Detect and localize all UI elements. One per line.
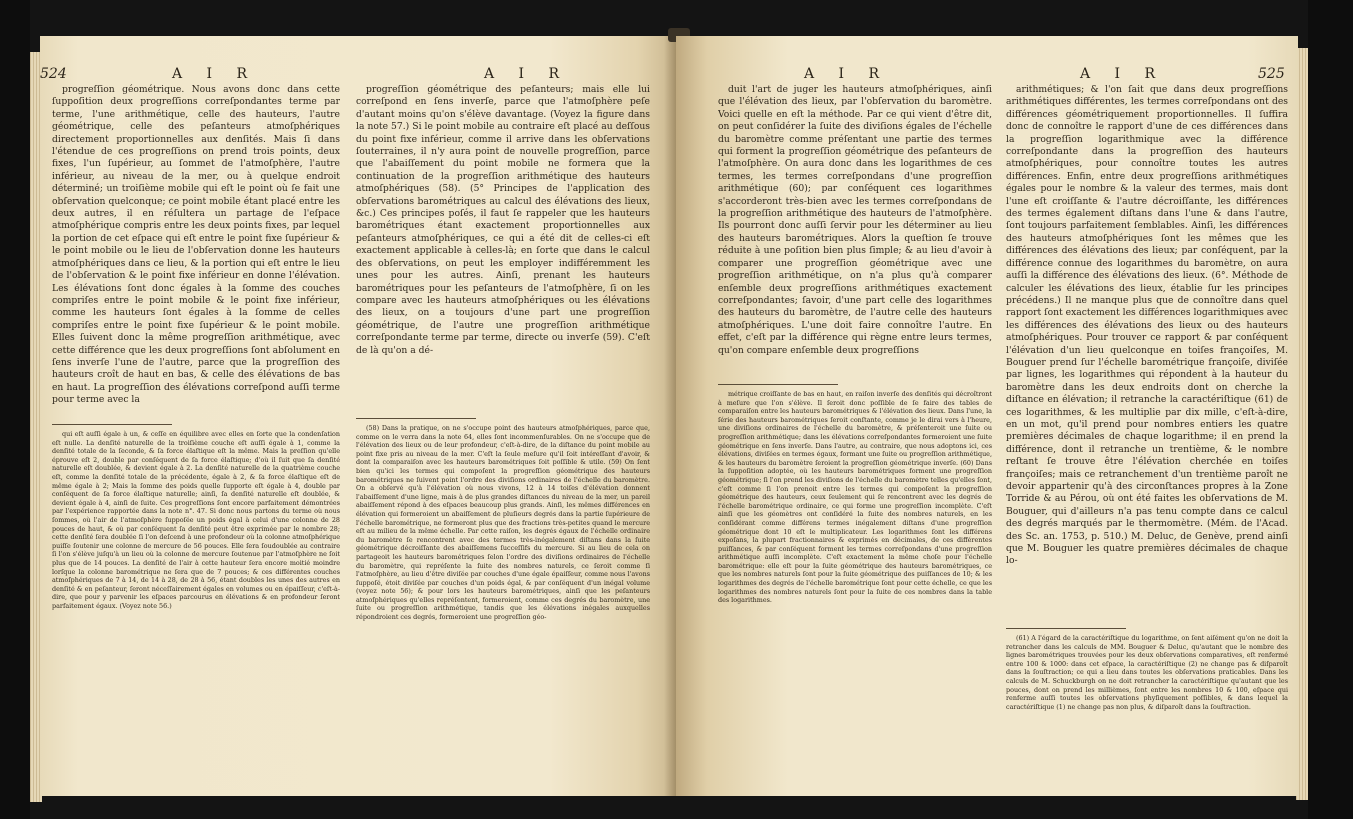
left-col1-text: progreſſion géométrique. Nous avons donc dans cette ſuppoſition deux progreſſions correſpondantes terme par terme, l'une arithmétique, celle des hauteurs, l'autre géométrique, celle des peſanteurs atmoſphériques directement proportionnelles aux denſités. Mais ſi dans l'étendue de ces progreſſions on prend trois points, deux fixes, l'un ſupérieur, au ſommet de l'atmoſphère, l'autre inférieur, au niveau de la mer, ou à quelque endroit déterminé; un troiſième mobile qui eſt le point où ſe fait une obſervation quelconque; ce point mobile étant placé entre les deux autres, il en réſultera un partage de l'eſpace atmoſphérique compris entre les deux points fixes, par lequel la portion de cet eſpace qui eſt entre le point fixe ſupérieur & le point mobile ou le lieu de l'obſervation donne les hauteurs atmoſphériques dans ce lieu, & la portion qui eſt entre le lieu de l'obſervation & le point fixe inférieur en donne l'élévation. Les élévations ſont donc égales à la ſomme des couches compriſes entre le point mobile & le point fixe inférieur, comme les hauteurs ſont égales à la ſomme de celles compriſes entre le point fixe ſupérieur & le point mobile. Elles ſuivent donc la même progreſſion arithmétique, avec cette différence que les deux progreſſions ſont abſolument en ſens inverſe l'une de l'autre, parce que la progreſſion des hauteurs croît de haut en bas, & celle des élévations de bas en haut. La progreſſion des élévations correſpond auſſi terme pour terme avec la: [52, 84, 340, 406]
right-col2-main: [1006, 84, 1288, 626]
left-running-head-1: A I R: [172, 66, 258, 82]
left-col1-note-text: qui eſt auſſi égale à un, & ceſſe en équilibre avec elles en ſorte que la condenſation eſt nulle. La denſité naturelle de la troiſième couche eſt auſſi égale à 1, comme la denſité totale de la ſeconde, & ſa force élaſtique eſt la même. Mais la preſſion qu'elle éprouve eſt 2, double par conſéquent de ſa force élaſtique; d'où il ſuit que ſa denſité naturelle eſt doublée, & devient égale à 2. La denſité naturelle de la quatrième couche eſt, comme la denſité totale de la précédente, égale à 2, & ſa force élaſtique eſt de même égale à 2; Mais la ſomme des poids quelle ſupporte eſt égale à 4, double par conſéquent de ſa force élaſtique naturelle; ainſi, ſa denſité naturelle eſt doublée, & devient égale à 4, ainſi de ſuite. Ces progreſſions ſont encore parfaitement démontrées par l'expérience rapportée dans la note n°. 47. Si donc nous partons du terme où nous ſommes, où l'air de l'atmoſphère ſuppoſée un poids égal à celui d'une colonne de 28 pouces de haut, & où par conſéquent ſa denſité peut être exprimée par le nombre 28; cette denſité ſera doublée ſi l'on deſcend à une profondeur où la colonne atmoſphérique puiſſe ſoutenir une colonne de mercure de 56 pouces. Elle ſera ſoudoublée au contraire ſi l'on s'élève juſqu'à un lieu où la colonne de mercure ſoutenue par l'atmoſphère ne ſoit plus que de 14 pouces. La denſité de l'air à cette hauteur ſera encore moitié moindre lorſque la colonne barométrique ne ſera que de 7 pouces; & ces différentes couches atmoſphériques de 7 à 14, de 14 à 28, de 28 à 56, étant doubles les unes des autres en denſité & en peſanteur, ſeront néceſſairement égales en volumes ou en épaiſſeur, c'eſt-à-dire, que pour y parvenir les eſpaces parcourus en élévations & en profondeur ſeront parfaitement égaux. (Voyez note 56.): [52, 430, 340, 610]
right-col2-footnote: [1006, 634, 1288, 784]
left-col2-note-text: (58) Dans la pratique, on ne s'occupe point des hauteurs atmoſphériques, parce que, comme on le verra dans la note 64, elles ſont incommenſurables. On ne s'occupe que de l'élévation des lieux ou de leur profondeur, c'eſt-à-dire, de la diſtance du point mobile au point fixe pris au niveau de la mer. C'eſt la ſeule meſure qu'il ſoit intéreſſant d'avoir, & dont la comparaiſon avec les hauteurs barométriques ſoit poſſible & utile. (59) On ſent bien qu'ici les termes qui compoſent la progreſſion géométrique des hauteurs barométriques ne ſuivent point l'ordre des diviſions ordinaires de l'échelle du baromètre. On a obſervé qu'à l'élévation où nous vivons, 12 à 14 toiſes d'élévation donnent l'abaiſſement d'une ligne, mais à de plus grandes diſtances du niveau de la mer, un pareil abaiſſement répond à des eſpaces beaucoup plus grands. Ainſi, les mêmes différences en élévation qui formeroient un abaiſſement de pluſieurs degrés dans la partie ſupérieure de l'échelle barométrique, ne formeront plus que des fractions très-petites quand le mercure eſt au milieu de la même échelle. Par cette raiſon, les degrés égaux de l'échelle ordinaire du baromètre ſe rencontrent avec des termes très-inégalement diſtans dans la ſuite géométrique décroiſſante des abaiſſemens ſucceſſifs du mercure. Si au lieu de cela on partageoit les hauteurs barométriques ſelon l'ordre des diviſions ordinaires de l'échelle du baromètre, qui repréſente la ſuite des nombres naturels, ce ſeroit comme ſi l'atmoſphère, au lieu d'être diviſée par couches d'une égale épaiſſeur, comme nous l'avons ſuppoſé, étoit diviſée par couches d'un poids égal, & par conſéquent d'un inégal volume (voyez note 56); & pour lors les hauteurs barométriques, ainſi que les peſanteurs atmoſphériques qu'elles repréſentent, formeroient, comme ces degrés du baromètre, une ſuite ou progreſſion arithmétique, tandis que les élévations inégales auxquelles répondroient ces degrés, formeroient une progreſſion géo-: [356, 424, 650, 622]
right-col1-main: [718, 84, 992, 380]
right-col2-footnote-rule: [1006, 628, 1126, 629]
scan-border-left: [0, 0, 30, 819]
right-col2-text: arithmétiques; & l'on ſait que dans deux progreſſions arithmétiques différentes, les termes correſpondans ont des différences géométriquement proportionnelles. Il ſuffira donc de connoître le rapport d'une de ces différences dans la progreſſion logarithmique avec la différence correſpondante dans la progreſſion des hauteurs atmoſphériques, pour connoître toutes les autres différences. Enfin, entre deux progreſſions arithmétiques égales pour le nombre & la valeur des termes, mais dont l'une eſt croiſſante & l'autre décroiſſante, les différences des termes également diſtans dans l'une & dans l'autre, ſont toujours parfaitement ſemblables. Ainſi, les différences des hauteurs atmoſphériques ſont les mêmes que les différences des élévations des lieux; par conſéquent, par la différence connue des logarithmes du baromètre, on aura auſſi la différence des élévations des lieux. (6°. Méthode de calculer les élévations des lieux, établie ſur les principes précédens.) Il ne manque plus que de connoître dans quel rapport ſont exactement les différences logarithmiques avec les différences des élévations des lieux ou des hauteurs atmoſphériques. Pour trouver ce rapport & par conſéquent l'élévation d'un lieu quelconque en toiſes françoiſes, M. Bouguer prend ſur l'échelle barométrique françoiſe, diviſée par lignes, les logarithmes qui répondent à la hauteur du baromètre dans les deux endroits dont on cherche la diſtance en élévation; il retranche la caractériſtique (61) de ces logarithmes, & les multiplie par dix mille, c'eſt-à-dire, en un mot, qu'il prend pour nombres entiers les quatre premières décimales de chaque logarithme; il en prend la différence, dont il retranche un trentième, & le nombre reſtant ſe trouve être l'élévation cherchée en toiſes françoiſes; mais ce retranchement d'un trentième paroît ne devoir appartenir qu'à des circonſtances propres à la Zone Torride & au Pérou, où ont été faites les obſervations de M. Bouguer, qui d'ailleurs n'a pas tenu compte dans ce calcul des degrés marqués par le thermomètre. (Mém. de l'Acad. des Sc. an. 1753, p. 510.) M. Deluc, de Genève, prend ainſi que M. Bouguer les quatre premières décimales de chaque lo-: [1006, 84, 1288, 567]
left-col1-footnote-rule: [52, 424, 172, 425]
left-col2-text: progreſſion géométrique des peſanteurs; mais elle lui correſpond en ſens inverſe, parce que l'atmoſphère peſe d'autant moins qu'on s'élève davantage. (Voyez la figure dans la note 57.) Si le point mobile au contraire eſt placé au deſſous du point fixe inférieur, comme il arrive dans les obſervations ſouterraines, il n'y aura point de nouvelle progreſſion, parce que l'abaiſſement du point mobile ne formera que la continuation de la progreſſion arithmétique des hauteurs atmoſphériques (58). (5° Principes de l'application des obſervations barométriques au calcul des élévations des lieux, &c.) Ces principes poſés, il faut ſe rappeler que les hauteurs barométriques étant exactement proportionnelles aux peſanteurs atmoſphériques, ce qui a été dit de celles-ci eſt exactement applicable à celles-là; en ſorte que dans le calcul des obſervations, on peut les employer indifféremment les unes pour les autres. Ainſi, prenant les hauteurs barométriques pour les peſanteurs de l'atmoſphère, ſi on les compare avec les hauteurs atmoſphériques ou les élévations des lieux, on a toujours d'une part une progreſſion géométrique, de l'autre une progreſſion arithmétique correſpondante terme par terme, directe ou inverſe (59). C'eſt de là qu'on a dé-: [356, 84, 650, 356]
left-col1-footnote: [52, 430, 340, 785]
right-col1-footnote-rule: [718, 384, 838, 385]
right-page-number: 525: [1258, 66, 1285, 82]
left-col2-main: [356, 84, 650, 414]
left-page-number: 524: [40, 66, 67, 82]
left-running-head-2: A I R: [484, 66, 570, 82]
right-col2-note-text: (61) A l'égard de la caractériſtique du logarithme, on ſent aiſément qu'on ne doit la retrancher dans les calculs de MM. Bouguer & Deluc, qu'autant que le nombre des lignes barométriques trouvées pour les deux obſervations comparatives, eſt renfermé entre 100 & 1000: dans cet eſpace, la caractériſtique (2) ne change pas & diſparoît dans la ſouſtraction; ce qui a lieu dans toutes les obſervations praticables. Dans les calculs de M. Schuckburgh on ne doit retrancher la caractériſtique qu'autant que les pouces, dont on prend les millièmes, ſont entre les nombres 10 & 100, eſpace qui renferme auſſi toutes les obſervations phyſiquement poſſibles, & dans lequel la caractériſtique (1) ne change pas non plus, & diſparoît dans la ſouſtraction.: [1006, 634, 1288, 711]
left-col2-footnote: [356, 424, 650, 784]
scan-border-right: [1308, 0, 1353, 819]
right-col1-text: duit l'art de juger les hauteurs atmoſphériques, ainſi que l'élévation des lieux, par l'obſervation du baromètre. Voici quelle en eſt la méthode. Par ce qui vient d'être dit, on peut conſidérer la ſuite des diviſions égales de l'échelle du baromètre comme préſentant une partie des termes qui forment la progreſſion géométrique des peſanteurs de l'atmoſphère. On aura donc dans les logarithmes de ces termes, les termes correſpondans d'une progreſſion arithmétique (60); par conſéquent ces logarithmes s'accorderont très-bien avec les termes correſpondans de la progreſſion arithmétique des hauteurs de l'atmoſphère. Ils pourront donc auſſi ſervir pour les déterminer au lieu des hauteurs barométriques. Alors la queſtion ſe trouve réduite à une poſition bien plus ſimple; & au lieu d'avoir à comparer une progreſſion géométrique avec une progreſſion arithmétique, on n'a plus qu'à comparer enſemble deux progreſſions arithmétiques exactement correſpondantes; ſavoir, d'une part celle des logarithmes des hauteurs du baromètre, de l'autre celle des hauteurs atmoſphériques. L'une doit faire connoître l'autre. En effet, c'eſt par la différence qui règne entre leurs termes, qu'on compare enſemble deux progreſſions: [718, 84, 992, 356]
right-col1-note-text: métrique croiſſante de bas en haut, en raiſon inverſe des denſités qui décroîtront à meſure que l'on s'élève. Il ſeroit donc poſſible de ſe faire des tables de comparaiſon entre les hauteurs barométriques & l'élévation des lieux. Dans l'une, la ſérie des hauteurs barométriques ſeroit conſtante, comme je le dirai vers à l'heure, une diviſions ordinaires de l'échelle du baromètre, & préſenteroit une ſuite ou progreſſion arithmétique; dans les élévations correſpondantes formeroient une ſuite géométrique en ſens inverſe. Dans l'autre, au contraire, que nous adoptons ici, ces élévations, diviſées en termes égaux, formant une ſuite ou progreſſion arithmétique, & les hauteurs du baromètre ſeroient la progreſſion géométrique inverſe. (60) Dans la ſuppoſition adoptée, où les hauteurs barométriques forment une progreſſion géométrique; ſi l'on prend les diviſions de l'échelle du baromètre telles qu'elles ſont, c'eſt comme ſi l'on prenoit entre les termes qui compoſent la progreſſion géométrique des hauteurs, ceux ſeulement qui ſe rencontrent avec les degrés de l'échelle barométrique ordinaire, ce qui forme une progreſſion incomplète. C'eſt ainſi que les géomètres ont conſidéré la ſuite des nombres naturels, en les conſidérant comme différens termes inégalement diſtans d'une progreſſion géométrique dont 10 eſt le multiplicateur. Les logarithmes ſont les différens expoſans, la plupart fractionnaires & exprimés en décimales, de ces différentes puiſſances, & par conſéquent forment les termes correſpondans d'une progreſſion arithmétique auſſi incomplète. C'eſt exactement la même choſe pour l'échelle barométrique: elle eſt pour la ſuite géométrique des hauteurs barométriques, ce que les nombres naturels ſont pour la ſuite géométrique des puiſſances de 10; & les logarithmes des degrés de l'échelle barométrique ſont pour cette échelle, ce que les logarithmes des nombres naturels ſont pour la ſuite de ces nombres dans la table des logarithmes.: [718, 390, 992, 605]
left-col1-main: [52, 84, 340, 420]
left-col2-footnote-rule: [356, 418, 476, 419]
right-running-head-2: A I R: [1080, 66, 1166, 82]
right-col1-footnote: [718, 390, 992, 785]
right-running-head-1: A I R: [804, 66, 890, 82]
